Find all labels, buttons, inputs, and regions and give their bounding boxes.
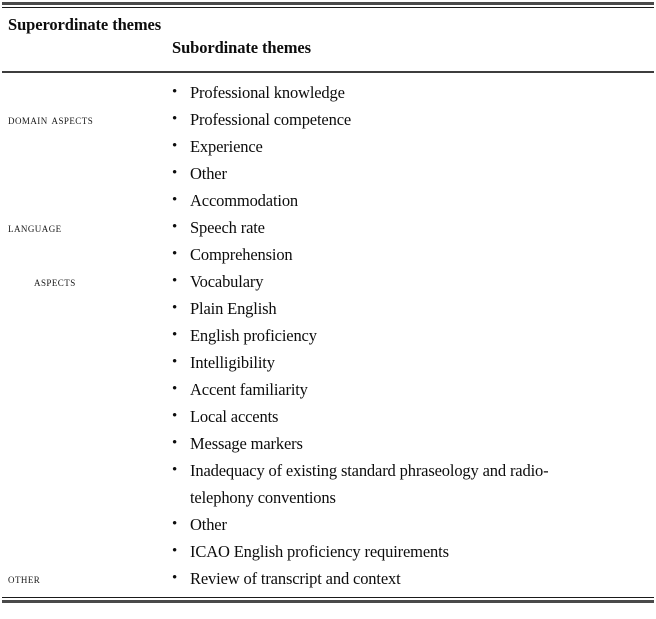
bullet-icon: • [172,246,178,262]
list-item-label: Comprehension [190,245,293,264]
table-group-domain-aspects [0,79,656,187]
list-item [0,187,656,214]
bullet-icon: • [172,354,178,370]
header-separator-rule [2,71,654,73]
list-item [0,511,656,538]
top-border-thick-rule [2,2,654,5]
list-item [0,376,656,403]
list-item [0,214,656,241]
bullet-icon: • [172,84,178,100]
bullet-icon: • [172,516,178,532]
list-item-label: Local accents [190,407,279,426]
bullet-icon: • [172,192,178,208]
table-top-border [2,2,654,8]
list-item [0,538,656,565]
list-item-label-line2: telephony conventions [190,488,336,507]
bullet-icon: • [172,273,178,289]
top-border-thin-rule [2,7,654,8]
group-label-line1: domain aspects [8,112,94,127]
list-item-label: Vocabulary [190,272,264,291]
column-header-superordinate-line1: Superordinate [8,15,109,34]
table-header-row [0,13,656,71]
list-item [0,403,656,430]
list-item-label: Other [190,515,227,534]
bullet-icon: • [172,462,178,478]
list-item-label: Review of transcript and context [190,569,401,588]
list-item [0,457,656,511]
group-label-line2: aspects [34,274,76,289]
bottom-border-thick-rule [2,600,654,603]
bullet-icon: • [172,111,178,127]
bullet-icon: • [172,381,178,397]
bullet-icon: • [172,570,178,586]
column-header-subordinate: Subordinate themes [172,38,311,57]
group-items-domain-aspects [0,79,656,187]
list-item-label: Message markers [190,434,303,453]
list-item-label: Experience [190,137,263,156]
column-header-superordinate [8,13,168,36]
bullet-icon: • [172,435,178,451]
bullet-icon: • [172,327,178,343]
table-bottom-border [2,597,654,603]
group-items-language-aspects [0,187,656,538]
list-item-label-line1: Inadequacy of existing standard phraseology and radio- [190,461,549,480]
list-item [0,295,656,322]
list-item [0,430,656,457]
list-item [0,133,656,160]
list-item [0,106,656,133]
group-label-line1: language [8,220,62,235]
group-items-other [0,538,656,592]
list-item [0,322,656,349]
bottom-border-thin-rule [2,597,654,598]
group-label-line1: other [8,571,41,586]
list-item-label: Professional competence [190,110,352,129]
list-item-label: Other [190,164,227,183]
list-item-label [190,457,650,511]
list-item-label: Accent familiarity [190,380,308,399]
bullet-icon: • [172,543,178,559]
table-body [0,79,656,592]
list-item [0,268,656,295]
list-item-label: ICAO English proficiency requirements [190,542,449,561]
column-header-superordinate-line2: themes [112,15,162,34]
list-item [0,565,656,592]
list-item-label: Intelligibility [190,353,275,372]
table-group-other [0,538,656,592]
bullet-icon: • [172,138,178,154]
bullet-icon: • [172,408,178,424]
list-item-label: Speech rate [190,218,265,237]
bullet-icon: • [172,219,178,235]
list-item-label: Plain English [190,299,277,318]
list-item [0,241,656,268]
list-item-label: Accommodation [190,191,299,210]
list-item [0,349,656,376]
list-item-label: Professional knowledge [190,83,345,102]
list-item [0,79,656,106]
bullet-icon: • [172,165,178,181]
list-item [0,160,656,187]
table-group-language-aspects [0,187,656,538]
bullet-icon: • [172,300,178,316]
list-item-label: English proficiency [190,326,317,345]
